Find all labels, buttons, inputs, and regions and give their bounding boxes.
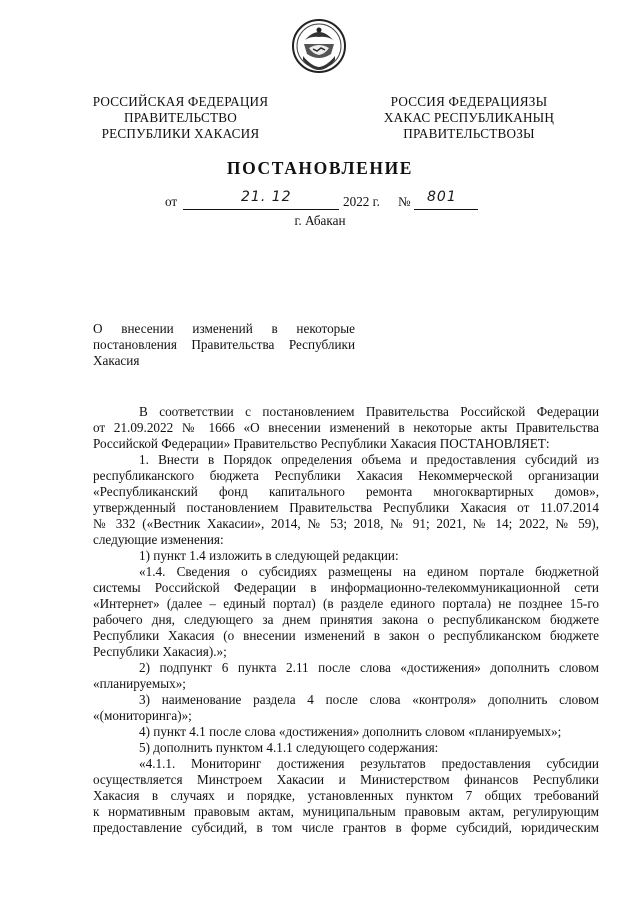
- date-underline: [183, 209, 339, 210]
- body-line: 1. Внести в Порядок определения объема и предоставления субсидий из: [139, 452, 599, 467]
- body-line: «Республиканский фонд капитального ремонта многоквартирных домов»,: [93, 484, 599, 499]
- header-right-line: ПРАВИТЕЛЬСТВОЗЫ: [403, 126, 535, 141]
- date-year: 2022 г.: [343, 194, 380, 209]
- body-line: Республики Хакасия (о внесении изменений в закон о республиканском бюджете: [93, 628, 599, 643]
- subject-line: Хакасия: [93, 353, 140, 368]
- document-body: [93, 404, 599, 836]
- body-line: 5) дополнить пунктом 4.1.1 следующего содержания:: [139, 740, 439, 755]
- body-line: Хакасия в случаях и порядке, установленных пунктом 7 общих требований: [93, 788, 599, 803]
- body-line: «планируемых»;: [93, 676, 186, 691]
- coat-of-arms-emblem: [291, 18, 347, 74]
- header-left-line: РЕСПУБЛИКИ ХАКАСИЯ: [101, 126, 260, 141]
- date-prefix: от: [165, 194, 178, 209]
- body-line: Российской Федерации» Правительство Республики Хакасия ПОСТАНОВЛЯЕТ:: [93, 436, 550, 451]
- body-line: Республики Хакасия).»;: [93, 644, 227, 659]
- document-title: ПОСТАНОВЛЕНИЕ: [226, 158, 414, 178]
- header-left-line: РОССИЙСКАЯ ФЕДЕРАЦИЯ: [92, 94, 269, 109]
- body-line: 3) наименование раздела 4 после слова «контроля» дополнить словом: [139, 692, 599, 707]
- body-line: от 21.09.2022 № 1666 «О внесении изменений в некоторые акты Правительства: [93, 420, 599, 435]
- body-line: утвержденный постановлением Правительства Республики Хакасия от 11.07.2014: [93, 500, 599, 515]
- number-underline: [414, 209, 478, 210]
- body-line: рабочего дня, следующего за днем принятия закона о республиканском бюджете: [93, 612, 599, 627]
- handwritten-date: 21. 12: [241, 189, 292, 205]
- body-line: предоставление субсидий, в том числе грантов в форме субсидий, юридическим: [93, 820, 599, 835]
- body-line: «4.1.1. Мониторинг достижения результатов предоставления субсидии: [139, 756, 599, 771]
- body-line: 2) подпункт 6 пункта 2.11 после слова «достижения» дополнить словом: [139, 660, 599, 675]
- header-left-line: ПРАВИТЕЛЬСТВО: [124, 110, 237, 125]
- header-left-block: [88, 94, 273, 142]
- subject-line: О внесении изменений в некоторые: [93, 321, 355, 336]
- body-line: № 332 («Вестник Хакасии», 2014, № 53; 2018, № 91; 2021, № 14; 2022, № 59),: [93, 516, 599, 531]
- number-sign: №: [398, 194, 411, 209]
- document-subject: [93, 321, 355, 369]
- body-line: республиканского бюджета Республики Хакасия Некоммерческой организации: [93, 468, 599, 483]
- body-line: следующие изменения:: [93, 532, 224, 547]
- body-line: системы Российской Федерации в информационно-телекоммуникационной сети: [93, 580, 599, 595]
- header-right-line: ХАКАС РЕСПУБЛИКАНЫҢ: [383, 110, 555, 125]
- body-line: 1) пункт 1.4 изложить в следующей редакции:: [139, 548, 399, 563]
- body-line: 4) пункт 4.1 после слова «достижения» дополнить словом «планируемых»;: [139, 724, 562, 739]
- city-name: г. Абакан: [294, 213, 346, 228]
- header-right-block: [376, 94, 562, 142]
- header-right-line: РОССИЯ ФЕДЕРАЦИЯЗЫ: [390, 94, 548, 109]
- handwritten-number: 801: [427, 189, 457, 205]
- body-line: В соответствии с постановлением Правительства Российской Федерации: [139, 404, 599, 419]
- subject-line: постановления Правительства Республики: [93, 337, 355, 352]
- body-line: «Интернет» (далее – единый портал) (в разделе единого портала) не позднее 15-го: [93, 596, 599, 611]
- body-line: к нормативным правовым актам, муниципальным правовым актам, регулирующим: [93, 804, 599, 819]
- body-line: «1.4. Сведения о субсидиях размещены на едином портале бюджетной: [139, 564, 599, 579]
- body-line: осуществляется Минстроем Хакасии и Министерством финансов Республики: [93, 772, 599, 787]
- body-line: «(мониторинга)»;: [93, 708, 192, 723]
